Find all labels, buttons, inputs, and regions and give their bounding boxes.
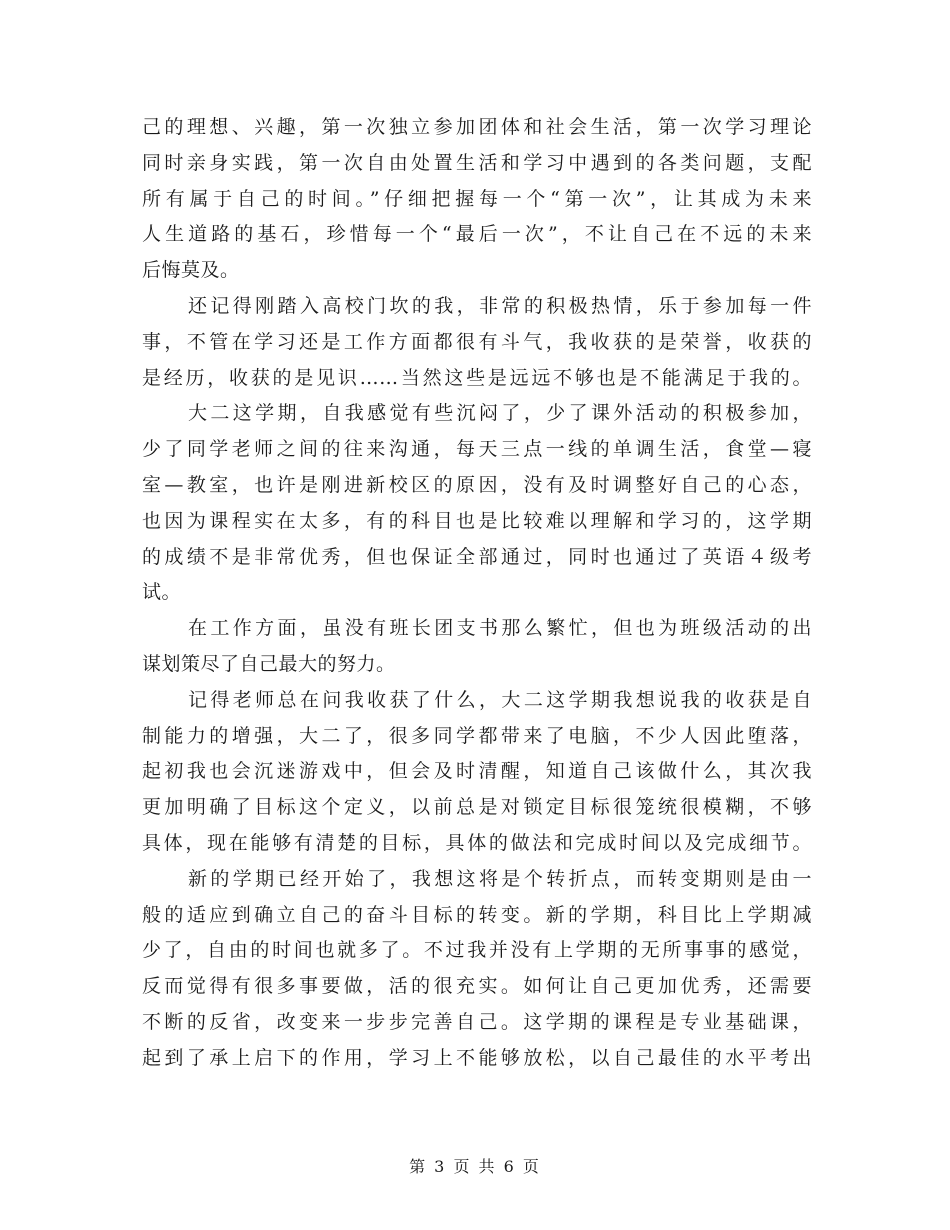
text-line: 室—教室，也许是刚进新校区的原因，没有及时调整好自己的心态， (142, 473, 812, 496)
paragraph-first-line: 还记得刚踏入高校门坎的我，非常的积极热情，乐于参加每一件 (188, 294, 812, 317)
text-line: 事，不管在学习还是工作方面都很有斗气，我收获的是荣誉，收获的 (142, 330, 812, 353)
text-line: 谋划策尽了自己最大的努力。 (142, 652, 396, 675)
text-line: 起初我也会沉迷游戏中，但会及时清醒，知道自己该做什么，其次我 (142, 760, 812, 783)
text-line: 少了同学老师之间的往来沟通，每天三点一线的单调生活，食堂—寝 (142, 438, 812, 461)
text-line: 是经历，收获的是见识……当然这些是远远不够也是不能满足于我的。 (142, 366, 812, 389)
text-line: 不断的反省，改变来一步步完善自己。这学期的课程是专业基础课， (142, 1010, 812, 1033)
paragraph-first-line: 大二这学期，自我感觉有些沉闷了，少了课外活动的积极参加， (188, 402, 812, 425)
paragraph-first-line: 在工作方面，虽没有班长团支书那么繁忙，但也为班级活动的出 (188, 617, 812, 640)
text-line: 人生道路的基石，珍惜每一个“最后一次”，不让自己在不远的未来 (142, 223, 812, 246)
text-line: 般的适应到确立自己的奋斗目标的转变。新的学期，科目比上学期减 (142, 903, 812, 926)
text-line: 制能力的增强，大二了，很多同学都带来了电脑，不少人因此堕落， (142, 724, 812, 747)
document-body (142, 110, 812, 1077)
text-line: 少了，自由的时间也就多了。不过我并没有上学期的无所事事的感觉， (142, 939, 812, 962)
text-line: 己的理想、兴趣，第一次独立参加团体和社会生活，第一次学习理论 (142, 116, 812, 138)
text-line: 更加明确了目标这个定义，以前总是对锁定目标很笼统很模糊，不够 (142, 796, 812, 819)
text-line: 具体，现在能够有清楚的目标，具体的做法和完成时间以及完成细节。 (142, 831, 812, 854)
text-line: 同时亲身实践，第一次自由处置生活和学习中遇到的各类问题，支配 (142, 151, 812, 174)
paragraph-first-line: 新的学期已经开始了，我想这将是个转折点，而转变期则是由一 (188, 867, 812, 890)
text-line: 的成绩不是非常优秀，但也保证全部通过，同时也通过了英语４级考 (142, 545, 812, 568)
text-line: 也因为课程实在太多，有的科目也是比较难以理解和学习的，这学期 (142, 509, 812, 532)
paragraph-first-line: 记得老师总在问我收获了什么，大二这学期我想说我的收获是自 (188, 688, 812, 711)
text-line: 起到了承上启下的作用，学习上不能够放松，以自己最佳的水平考出 (142, 1046, 812, 1069)
text-line: 所有属于自己的时间。”仔细把握每一个“第一次”，让其成为未来 (142, 187, 812, 210)
text-line: 试。 (142, 581, 182, 604)
text-line: 后悔莫及。 (142, 259, 240, 282)
page-number-footer: 第 3 页 共 6 页 (409, 1157, 541, 1176)
text-line: 反而觉得有很多事要做，活的很充实。如何让自己更加优秀，还需要 (142, 975, 812, 998)
